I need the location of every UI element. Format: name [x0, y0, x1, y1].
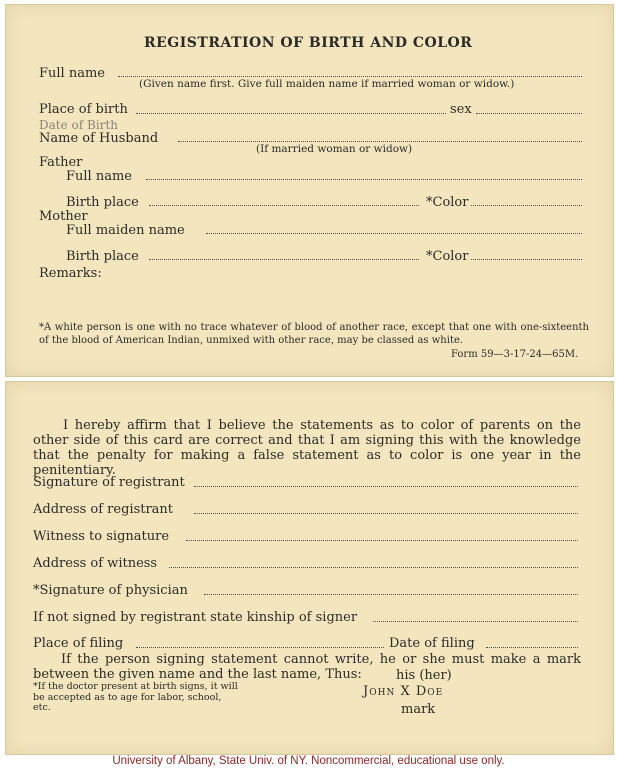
kinship-label: If not signed by registrant state kinship of signer	[33, 610, 358, 625]
mark-word: mark	[401, 702, 436, 717]
mother-label: Mother	[39, 209, 88, 224]
witness-label: Witness to signature	[33, 529, 170, 544]
mother-birth-place-line[interactable]	[149, 258, 419, 260]
father-birth-place-line[interactable]	[149, 204, 419, 206]
husband-label: Name of Husband	[39, 131, 159, 146]
physician-signature-label: *Signature of physician	[33, 583, 188, 598]
remarks-label: Remarks:	[39, 266, 102, 281]
date-filing-label: Date of filing	[389, 636, 475, 651]
doctor-note: *If the doctor present at birth signs, it will be accepted as to age for labor, school, etc.	[33, 681, 238, 713]
father-birth-place-label: Birth place	[66, 195, 139, 210]
mother-color-label: *Color	[426, 249, 469, 264]
kinship-line[interactable]	[373, 620, 578, 622]
copyright-caption: University of Albany, State Univ. of NY. Noncommercial, educational use only.	[112, 755, 505, 767]
father-full-name-label: Full name	[66, 169, 132, 184]
mark-instruction: If the person signing statement cannot write, he or she must make a mark between the given name and the last name, Thus:	[33, 652, 581, 682]
form-title: REGISTRATION OF BIRTH AND COLOR	[144, 35, 473, 51]
date-filing-line[interactable]	[486, 646, 578, 648]
father-full-name-line[interactable]	[146, 178, 582, 180]
mother-maiden-name-line[interactable]	[206, 232, 582, 234]
mother-birth-place-label: Birth place	[66, 249, 139, 264]
sex-line[interactable]	[476, 112, 582, 114]
place-of-birth-label: Place of birth	[39, 102, 128, 117]
address-witness-line[interactable]	[169, 566, 578, 568]
his-her-label: his (her)	[396, 668, 452, 683]
mother-maiden-name-label: Full maiden name	[66, 223, 185, 238]
place-of-birth-line[interactable]	[136, 112, 446, 114]
example-name: John X Doe	[363, 684, 444, 699]
address-witness-label: Address of witness	[33, 556, 158, 571]
address-registrant-line[interactable]	[194, 512, 578, 514]
husband-hint: (If married woman or widow)	[256, 143, 413, 155]
signature-registrant-line[interactable]	[194, 485, 578, 487]
card-back	[5, 381, 614, 755]
place-filing-label: Place of filing	[33, 636, 124, 651]
signature-registrant-label: Signature of registrant	[33, 475, 185, 490]
full-name-hint: (Given name first. Give full maiden name if married woman or widow.)	[139, 78, 515, 90]
father-label: Father	[39, 155, 83, 170]
affirmation-text: I hereby affirm that I believe the statements as to color of parents on the other side of this card are correct and that I am signing this with the knowledge that the penalty for making a false statement as to color is one year in the penitentiary.	[33, 418, 581, 478]
father-color-line[interactable]	[471, 204, 582, 206]
form-number: Form 59—3-17-24—65M.	[451, 349, 579, 360]
place-filing-line[interactable]	[136, 646, 384, 648]
full-name-label: Full name	[39, 66, 105, 81]
address-registrant-label: Address of registrant	[33, 502, 174, 517]
father-color-label: *Color	[426, 195, 469, 210]
sex-label: sex	[450, 102, 472, 117]
physician-signature-line[interactable]	[204, 593, 578, 595]
witness-line[interactable]	[186, 539, 578, 541]
card-front	[5, 4, 614, 377]
color-footnote: *A white person is one with no trace whatever of blood of another race, except that one with one-sixteenth of the blood of American Indian, unmixed with other race, may be classed as white.	[39, 322, 589, 346]
mother-color-line[interactable]	[471, 258, 582, 260]
date-of-birth-stamp: Date of Birth	[39, 118, 118, 132]
